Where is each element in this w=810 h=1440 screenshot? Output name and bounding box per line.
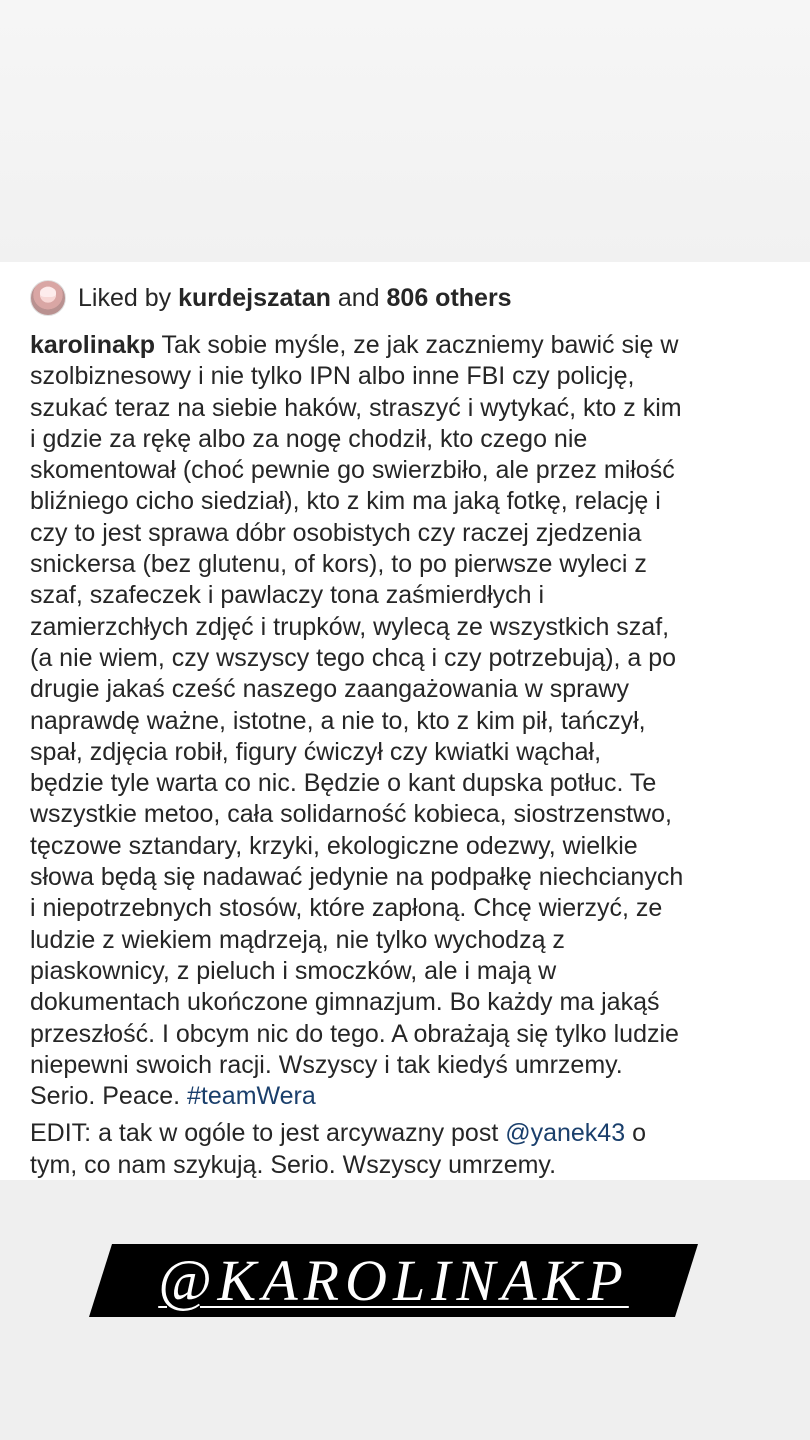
story-background-top: [0, 0, 810, 262]
edit-line: [30, 1118, 790, 1149]
caption-line: przeszłość. I obcym nic do tego. A obrażają się tylko ludzie: [30, 1019, 679, 1048]
caption-line: ludzie z wiekiem mądrzeją, nie tylko wychodzą z: [30, 925, 565, 954]
caption-line: (a nie wiem, czy wszyscy tego chcą i czy potrzebują), a po: [30, 643, 677, 672]
caption-line: i gdzie za rękę albo za nogę chodził, kto czego nie: [30, 424, 588, 453]
likes-row[interactable]: [30, 280, 512, 316]
caption-line: szukać teraz na siebie haków, straszyć i wytykać, kto z kim: [30, 393, 682, 422]
caption-line: wszystkie metoo, cała solidarność kobieca, siostrzenstwo,: [30, 800, 672, 829]
caption-line: niepewni swoich racji. Wszyscy i tak kiedyś umrzemy.: [30, 1050, 623, 1079]
caption-line: drugie jakaś cześć naszego zaangażowania w sprawy: [30, 675, 629, 704]
caption-line: szaf, szafeczek i pawlaczy tona zaśmierdłych i: [30, 581, 545, 610]
caption-line: szolbiznesowy i nie tylko IPN albo inne FBI czy policję,: [30, 362, 635, 391]
caption-line: bliźniego cicho siedział), kto z kim ma jaką fotkę, relację i: [30, 487, 661, 516]
caption-line: będzie tyle warta co nic. Będzie o kant dupska potłuc. Te: [30, 769, 657, 798]
caption-line: snickersa (bez glutenu, of kors), to po pierwsze wyleci z: [30, 550, 647, 579]
liker-avatar[interactable]: [30, 280, 66, 316]
caption-line-text: Tak sobie myśle, ze jak zaczniemy bawić się w: [155, 331, 679, 359]
caption-line: [30, 330, 790, 361]
caption-line: spał, zdjęcia robił, figury ćwiczył czy kwiatki wąchał,: [30, 737, 602, 766]
caption-line: skomentował (choć pewnie go swierzbiło, ale przez miłość: [30, 456, 675, 485]
edit-line-2: tym, co nam szykują. Serio. Wszyscy umrzemy.: [30, 1150, 557, 1179]
post-screenshot-card: [0, 262, 810, 1180]
caption-line: [30, 1081, 790, 1112]
edit-suffix: o: [625, 1119, 646, 1148]
caption-line: naprawdę ważne, istotne, a nie to, kto z kim pił, tańczył,: [30, 706, 646, 735]
caption-line: słowa będą się nadawać jedynie na podpałkę niechcianych: [30, 863, 684, 892]
caption-line: zamierzchłych zdjęć i trupków, wylecą ze wszystkich szaf,: [30, 612, 670, 641]
liker-username[interactable]: kurdejszatan: [178, 284, 331, 312]
caption-line: tęczowe sztandary, krzyki, ekologiczne odezwy, wielkie: [30, 831, 638, 860]
caption-line: dokumentach ukończone gimnazjum. Bo każdy ma jakąś: [30, 988, 660, 1017]
caption-last-line-text: Serio. Peace.: [30, 1082, 188, 1111]
caption-username[interactable]: karolinakp: [30, 331, 156, 359]
likes-prefix: Liked by: [78, 284, 179, 312]
caption-line: piaskownicy, z pieluch i smoczków, ale i mają w: [30, 956, 557, 985]
edit-prefix: EDIT: a tak w ogóle to jest arcywazny post: [30, 1119, 506, 1148]
mention-link[interactable]: @yanek43: [505, 1119, 626, 1148]
banner-handle-text: @KAROLINAKP: [158, 1248, 629, 1313]
account-banner[interactable]: [89, 1244, 698, 1317]
likes-count[interactable]: 806 others: [386, 284, 512, 312]
likes-middle: and: [330, 284, 387, 312]
likes-text: [78, 283, 512, 313]
post-caption: [30, 330, 790, 1181]
hashtag-link[interactable]: #teamWera: [187, 1082, 316, 1111]
caption-line: czy to jest sprawa dóbr osobistych czy raczej zjedzenia: [30, 518, 642, 547]
caption-line: i niepotrzebnych stosów, które zapłoną. Chcę wierzyć, ze: [30, 894, 663, 923]
